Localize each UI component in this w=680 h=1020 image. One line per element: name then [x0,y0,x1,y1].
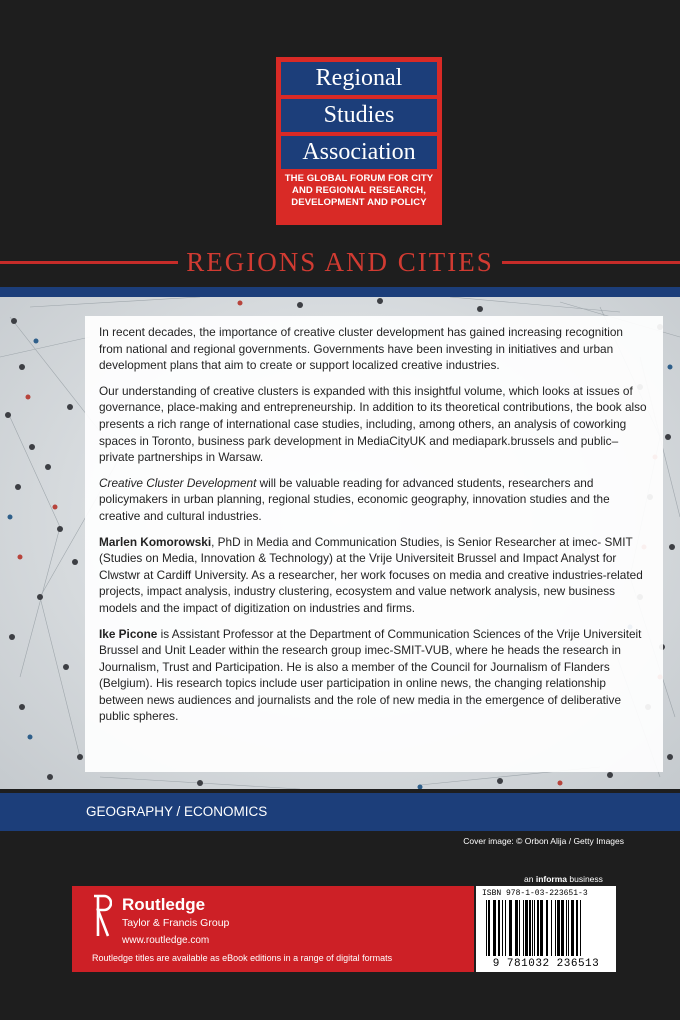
barcode-bar [509,900,512,956]
barcode-bar [486,900,487,956]
isbn-digits: 9 781032 236513 [492,958,600,970]
rsa-tagline-line-2: AND REGIONAL RESEARCH, [292,185,426,196]
rsa-tagline-line-1: THE GLOBAL FORUM FOR CITY [284,173,434,184]
barcode-bar [488,900,490,956]
publisher-name: Routledge [122,895,206,914]
barcode-bar [505,900,506,956]
barcode-bar [525,900,528,956]
publisher-url[interactable]: www.routledge.com [122,935,210,946]
book-title: Creative Cluster Development [99,475,257,490]
barcode-bar [580,900,581,956]
barcode-bar [493,900,496,956]
barcode-bar [557,900,560,956]
informa-brand: informa [535,874,567,884]
blurb-paragraph-2: Our understanding of creative clusters is expanded with this insightful volume, which looks at issues of governance, place-making and entrepreneurship. In addition to its theoretical contributions, the book also presents a rich range of international case studies, including, among others, an analysis of coworking spaces in Toronto, business park development in MediaCityUK and mediapark.brussels and public–private partnerships in Warsaw. [99,383,647,465]
rsa-tagline-line-3: DEVELOPMENT AND POLICY [291,197,427,208]
isbn-label: ISBN 978-1-03-223651-3 [482,889,588,898]
barcode-bar [568,900,569,956]
barcode-bar [555,900,556,956]
blurb-paragraph-3-rest: will be valuable reading for advanced students, researchers and policymakers in urban planning, regional studies, economic geography, innovation studies and the creative and cultural industries. [99,475,610,523]
blurb-paragraph-3 [99,475,649,525]
barcode-bar [523,900,524,956]
publisher-group: Taylor & Francis Group [122,917,230,929]
isbn-barcode [476,886,616,972]
rsa-name-line-2: Studies [281,99,437,132]
informa-business-line: an informa business [524,874,603,884]
blurb-panel [85,316,663,772]
barcode-bar [561,900,564,956]
barcode-bars [482,900,610,956]
barcode-bar [537,900,539,956]
author-2-bio: is Assistant Professor at the Department of Communication Sciences of the Vrije Universiteit Brussel and Unit Leader within the research group imec-SMIT-VUB, where he heads the research in Journalism, Trust and Participation. He is also a member of the Council for Journalism of Flanders (Belgium). His research topics include user participation in online news, the changing relationship between news audiences and journalists and the role of new media in the emergence of deliberative public spheres. [99,626,642,724]
publisher-box [72,886,474,972]
barcode-bar [498,900,500,956]
blue-strip [0,287,680,297]
cover-image-credit: Cover image: © Orbon Alija / Getty Images [463,836,624,846]
barcode-bar [534,900,535,956]
barcode-bar [546,900,548,956]
series-title: REGIONS AND CITIES [0,246,680,278]
author-1-bio: , PhD in Media and Communication Studies, is Senior Researcher at imec- SMIT (Studies on Media, Innovation & Technology) at the Vrije Universiteit Brussel and Impact Analyst for Clwstwr at Cardiff University. As a researcher, her work focuses on media and creative industries-related projects, impact analysis, industry clustering, ecosystem and value network analysis, new business models and the impact of digitization on industries and firms. [99,534,643,615]
barcode-bar [551,900,552,956]
barcode-bar [540,900,543,956]
routledge-logo-icon [92,894,112,938]
ebook-note: Routledge titles are available as eBook editions in a range of digital formats [92,953,393,963]
author-bio-1 [99,534,649,617]
barcode-bar [566,900,567,956]
author-1-name: Marlen Komorowski [99,534,212,549]
barcode-bar [502,900,503,956]
author-2-name: Ike Picone [99,626,158,641]
author-bio-2 [99,626,649,726]
rsa-name-line-3: Association [281,136,437,169]
rsa-name-line-1: Regional [281,62,437,95]
blurb-paragraph-1: In recent decades, the importance of creative cluster development has gained increasing recognition from national and regional governments. Governments have been investing in initiatives and urban development plans that aim to create or support localized creative industries. [99,325,623,373]
barcode-bar [515,900,518,956]
barcode-bar [532,900,533,956]
rsa-logo [276,57,442,225]
barcode-bar [571,900,574,956]
barcode-bar [519,900,520,956]
rsa-tagline [281,173,437,209]
barcode-bar [576,900,578,956]
series-band [0,246,680,278]
barcode-bar [529,900,531,956]
subject-category: GEOGRAPHY / ECONOMICS [0,793,680,831]
